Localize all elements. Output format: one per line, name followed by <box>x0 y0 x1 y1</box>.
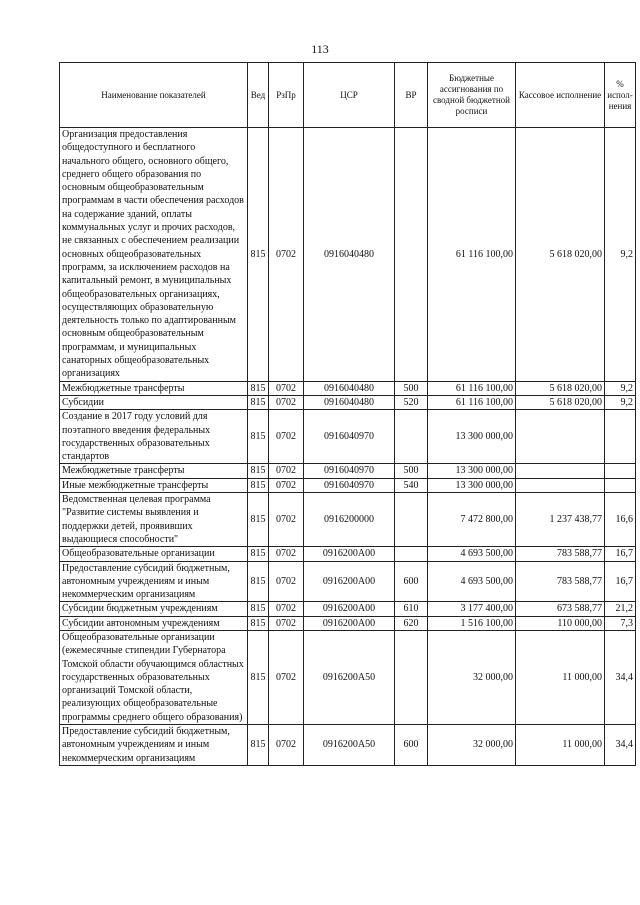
row-rzpr: 0702 <box>269 464 304 478</box>
row-execution-percent: 21,2 <box>605 602 636 616</box>
table-row <box>60 381 636 395</box>
row-vr <box>395 128 428 382</box>
row-vr <box>395 547 428 561</box>
row-name: Предоставление субсидий бюджетным, автономным учреждениям и иным некоммерческим организациям <box>60 561 248 602</box>
row-cash-execution: 783 588,77 <box>516 547 605 561</box>
row-rzpr: 0702 <box>269 561 304 602</box>
row-execution-percent: 34,4 <box>605 725 636 766</box>
header-ved: Вед <box>248 63 269 128</box>
row-vr <box>395 410 428 464</box>
table-row <box>60 547 636 561</box>
row-ved: 815 <box>248 410 269 464</box>
row-execution-percent <box>605 410 636 464</box>
table-row <box>60 725 636 766</box>
row-ved: 815 <box>248 725 269 766</box>
row-csr: 0916200А50 <box>304 725 395 766</box>
row-csr: 0916040970 <box>304 464 395 478</box>
row-cash-execution: 11 000,00 <box>516 725 605 766</box>
row-assignments: 13 300 000,00 <box>428 410 516 464</box>
row-cash-execution: 673 588,77 <box>516 602 605 616</box>
row-name: Общеобразовательные организации (ежемесячные стипендии Губернатора Томской области обучающимся областных государственных образовательных организаций Томской области, реализующих общеобразовательные программы среднего общего образования) <box>60 630 248 724</box>
row-rzpr: 0702 <box>269 128 304 382</box>
row-cash-execution <box>516 464 605 478</box>
row-name: Субсидии бюджетным учреждениям <box>60 602 248 616</box>
row-cash-execution: 5 618 020,00 <box>516 128 605 382</box>
row-csr: 0916200А00 <box>304 602 395 616</box>
table-row <box>60 602 636 616</box>
row-csr: 0916200А00 <box>304 616 395 630</box>
row-rzpr: 0702 <box>269 410 304 464</box>
row-assignments: 32 000,00 <box>428 725 516 766</box>
row-assignments: 1 516 100,00 <box>428 616 516 630</box>
header-name: Наименование показателей <box>60 63 248 128</box>
row-rzpr: 0702 <box>269 395 304 409</box>
table-row <box>60 616 636 630</box>
header-csr: ЦСР <box>304 63 395 128</box>
row-csr: 0916200000 <box>304 493 395 547</box>
row-name: Субсидии <box>60 395 248 409</box>
budget-table <box>59 62 636 766</box>
row-ved: 815 <box>248 395 269 409</box>
row-execution-percent: 16,6 <box>605 493 636 547</box>
row-assignments: 3 177 400,00 <box>428 602 516 616</box>
row-name: Создание в 2017 году условий для поэтапного введения федеральных государственных образовательных стандартов <box>60 410 248 464</box>
row-execution-percent: 7,3 <box>605 616 636 630</box>
row-cash-execution: 110 000,00 <box>516 616 605 630</box>
row-name: Субсидии автономным учреждениям <box>60 616 248 630</box>
table-row <box>60 561 636 602</box>
row-csr: 0916040480 <box>304 128 395 382</box>
row-ved: 815 <box>248 616 269 630</box>
row-cash-execution: 783 588,77 <box>516 561 605 602</box>
row-ved: 815 <box>248 561 269 602</box>
row-execution-percent: 9,2 <box>605 395 636 409</box>
row-cash-execution: 5 618 020,00 <box>516 381 605 395</box>
row-rzpr: 0702 <box>269 547 304 561</box>
row-csr: 0916040480 <box>304 381 395 395</box>
row-ved: 815 <box>248 381 269 395</box>
row-vr: 500 <box>395 464 428 478</box>
table-row <box>60 395 636 409</box>
row-execution-percent: 34,4 <box>605 630 636 724</box>
row-cash-execution: 11 000,00 <box>516 630 605 724</box>
row-assignments: 4 693 500,00 <box>428 561 516 602</box>
row-ved: 815 <box>248 493 269 547</box>
row-vr: 540 <box>395 478 428 492</box>
row-execution-percent: 9,2 <box>605 128 636 382</box>
row-vr <box>395 493 428 547</box>
row-assignments: 4 693 500,00 <box>428 547 516 561</box>
row-assignments: 61 116 100,00 <box>428 128 516 382</box>
row-execution-percent: 16,7 <box>605 547 636 561</box>
row-rzpr: 0702 <box>269 602 304 616</box>
row-vr: 600 <box>395 561 428 602</box>
row-ved: 815 <box>248 128 269 382</box>
row-vr: 600 <box>395 725 428 766</box>
row-execution-percent: 16,7 <box>605 561 636 602</box>
row-name: Предоставление субсидий бюджетным, автономным учреждениям и иным некоммерческим организациям <box>60 725 248 766</box>
table-row <box>60 410 636 464</box>
row-csr: 0916200А50 <box>304 630 395 724</box>
row-rzpr: 0702 <box>269 616 304 630</box>
row-name: Ведомственная целевая программа "Развитие системы выявления и поддержки детей, проявивших выдающиеся способности" <box>60 493 248 547</box>
row-name: Организация предоставления общедоступного и бесплатного начального общего, основного общего, среднего общего образования по основным общеобразовательным программам в части обеспечения расходов на содержание зданий, оплаты коммунальных услуг и прочих расходов, не связанных с обеспечением реализации основных общеобразовательных программ, за исключением расходов на капитальный ремонт, в муниципальных общеобразовательных организациях, осуществляющих образовательную деятельность только по адаптированным основным общеобразовательным программам, и муниципальных санаторных общеобразовательных организациях <box>60 128 248 382</box>
row-csr: 0916200А00 <box>304 561 395 602</box>
row-assignments: 61 116 100,00 <box>428 395 516 409</box>
row-execution-percent <box>605 464 636 478</box>
row-execution-percent <box>605 478 636 492</box>
row-name: Иные межбюджетные трансферты <box>60 478 248 492</box>
row-ved: 815 <box>248 478 269 492</box>
row-cash-execution: 1 237 438,77 <box>516 493 605 547</box>
row-vr: 620 <box>395 616 428 630</box>
row-assignments: 61 116 100,00 <box>428 381 516 395</box>
row-ved: 815 <box>248 464 269 478</box>
row-assignments: 13 300 000,00 <box>428 464 516 478</box>
row-csr: 0916200А00 <box>304 547 395 561</box>
row-assignments: 7 472 800,00 <box>428 493 516 547</box>
row-cash-execution <box>516 478 605 492</box>
row-cash-execution: 5 618 020,00 <box>516 395 605 409</box>
header-cash-execution: Кассовое исполнение <box>516 63 605 128</box>
table-header-row <box>60 63 636 128</box>
row-vr: 610 <box>395 602 428 616</box>
table-row <box>60 478 636 492</box>
row-assignments: 32 000,00 <box>428 630 516 724</box>
row-ved: 815 <box>248 630 269 724</box>
row-rzpr: 0702 <box>269 630 304 724</box>
row-csr: 0916040970 <box>304 410 395 464</box>
table-row <box>60 630 636 724</box>
page-number: 113 <box>311 42 329 56</box>
row-rzpr: 0702 <box>269 381 304 395</box>
row-ved: 815 <box>248 547 269 561</box>
row-rzpr: 0702 <box>269 478 304 492</box>
row-execution-percent: 9,2 <box>605 381 636 395</box>
header-execution-percent: % испол-нения <box>605 63 636 128</box>
row-name: Общеобразовательные организации <box>60 547 248 561</box>
row-cash-execution <box>516 410 605 464</box>
row-rzpr: 0702 <box>269 493 304 547</box>
row-csr: 0916040970 <box>304 478 395 492</box>
table-row <box>60 493 636 547</box>
row-ved: 815 <box>248 602 269 616</box>
row-name: Межбюджетные трансферты <box>60 464 248 478</box>
row-assignments: 13 300 000,00 <box>428 478 516 492</box>
row-vr: 500 <box>395 381 428 395</box>
table-row <box>60 464 636 478</box>
row-name: Межбюджетные трансферты <box>60 381 248 395</box>
header-rzpr: РзПр <box>269 63 304 128</box>
row-rzpr: 0702 <box>269 725 304 766</box>
header-assignments: Бюджетные ассигнования по сводной бюджетной росписи <box>428 63 516 128</box>
row-csr: 0916040480 <box>304 395 395 409</box>
header-vr: ВР <box>395 63 428 128</box>
row-vr <box>395 630 428 724</box>
row-vr: 520 <box>395 395 428 409</box>
table-row <box>60 128 636 382</box>
